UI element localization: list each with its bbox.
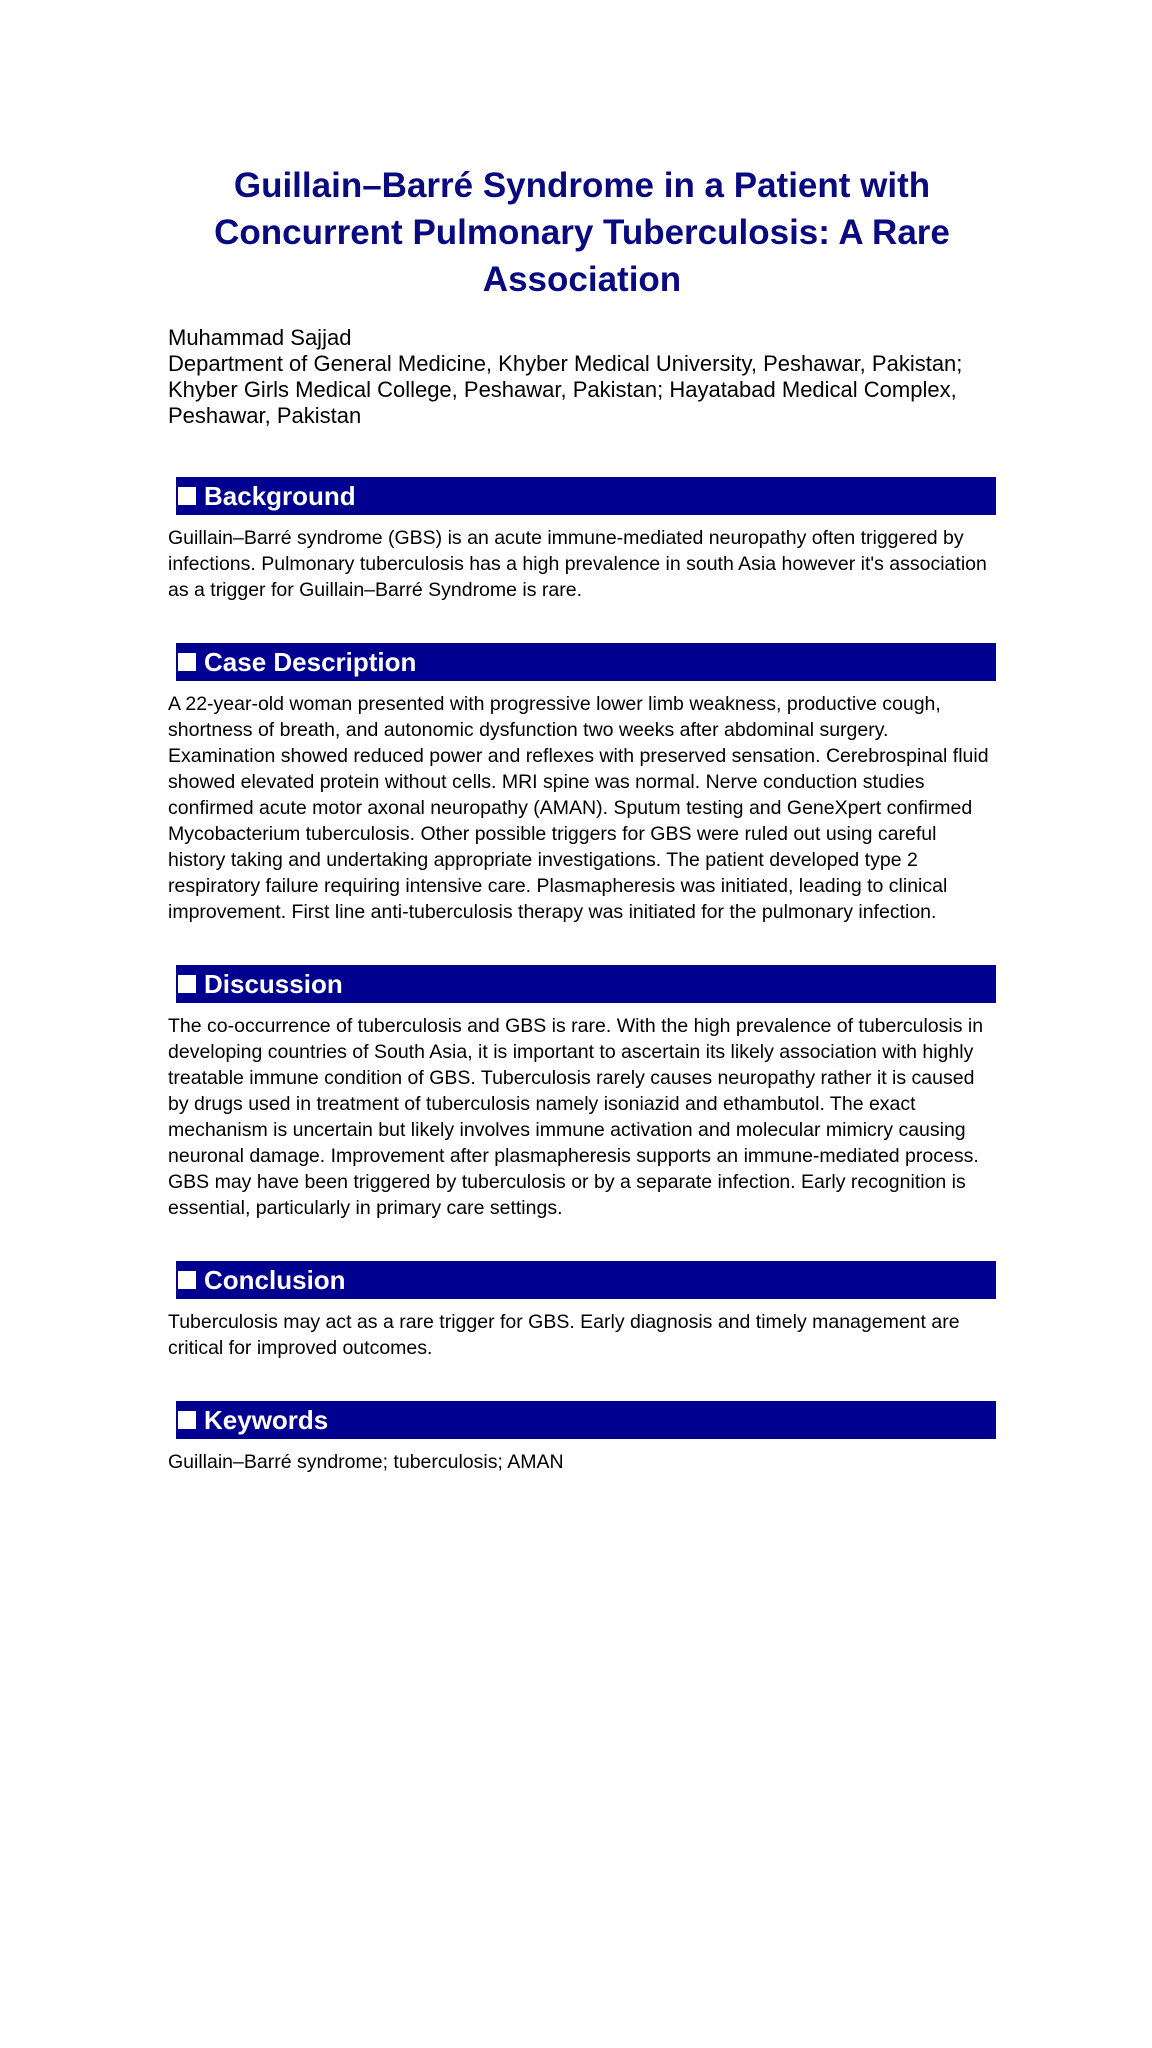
section-body-case-description: A 22-year-old woman presented with progressive lower limb weakness, productive cough, shortness of breath, and autonomic dysfunction two weeks after abdominal surgery. Examination showed reduced power and reflexes with preserved sensation. Cerebrospinal fluid showed elevated protein without cells. MRI spine was normal. Nerve conduction studies confirmed acute motor axonal neuropathy (AMAN). Sputum testing and GeneXpert confirmed Mycobacterium tuberculosis. Other possible triggers for GBS were ruled out using careful history taking and undertaking appropriate investigations. The patient developed type 2 respiratory failure requiring intensive care. Plasmapheresis was initiated, leading to clinical improvement. First line anti-tuberculosis therapy was initiated for the pulmonary infection.	[168, 693, 989, 923]
section-heading: Background	[204, 481, 356, 511]
section-header-case-description	[176, 643, 996, 681]
square-bullet-icon	[178, 975, 196, 993]
section-body-background: Guillain–Barré syndrome (GBS) is an acute immune-mediated neuropathy often triggered by infections. Pulmonary tuberculosis has a high prevalence in south Asia however it's association as a trigger for Guillain–Barré Syndrome is rare.	[168, 527, 987, 601]
square-bullet-icon	[178, 1271, 196, 1289]
section-keywords	[168, 1401, 996, 1475]
section-background	[168, 477, 996, 603]
author-affiliation: Department of General Medicine, Khyber Medical University, Peshawar, Pakistan; Khyber Girls Medical College, Peshawar, Pakistan; Hayatabad Medical Complex, Peshawar, Pakistan	[168, 351, 963, 428]
square-bullet-icon	[178, 653, 196, 671]
square-bullet-icon	[178, 487, 196, 505]
section-heading: Conclusion	[204, 1265, 346, 1295]
section-body-keywords: Guillain–Barré syndrome; tuberculosis; AMAN	[168, 1451, 564, 1473]
section-case-description	[168, 643, 996, 925]
square-bullet-icon	[178, 1411, 196, 1429]
author-block	[168, 325, 996, 429]
section-heading: Discussion	[204, 969, 343, 999]
section-header-discussion	[176, 965, 996, 1003]
section-header-background	[176, 477, 996, 515]
section-heading: Keywords	[204, 1405, 329, 1435]
paper-page	[168, 162, 996, 1475]
section-heading: Case Description	[204, 647, 417, 677]
section-header-keywords	[176, 1401, 996, 1439]
section-conclusion	[168, 1261, 996, 1361]
author-name: Muhammad Sajjad	[168, 325, 352, 350]
section-header-conclusion	[176, 1261, 996, 1299]
section-body-discussion: The co-occurrence of tuberculosis and GBS is rare. With the high prevalence of tuberculosis in developing countries of South Asia, it is important to ascertain its likely association with highly treatable immune condition of GBS. Tuberculosis rarely causes neuropathy rather it is caused by drugs used in treatment of tuberculosis namely isoniazid and ethambutol. The exact mechanism is uncertain but likely involves immune activation and molecular mimicry causing neuronal damage. Improvement after plasmapheresis supports an immune-mediated process. GBS may have been triggered by tuberculosis or by a separate infection. Early recognition is essential, particularly in primary care settings.	[168, 1015, 984, 1219]
paper-title: Guillain–Barré Syndrome in a Patient with Concurrent Pulmonary Tuberculosis: A Rare Association	[214, 166, 950, 299]
section-body-conclusion: Tuberculosis may act as a rare trigger for GBS. Early diagnosis and timely management are critical for improved outcomes.	[168, 1311, 960, 1359]
section-discussion	[168, 965, 996, 1221]
